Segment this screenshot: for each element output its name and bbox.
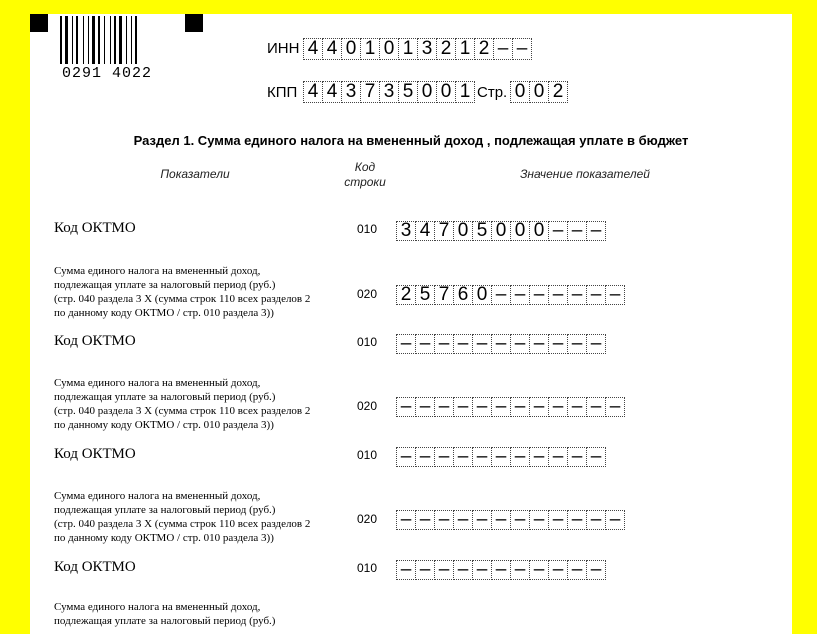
barcode-bars <box>60 16 170 64</box>
tax-amount-label-line: (стр. 040 раздела 3 X (сумма строк 110 всех разделов 2 <box>54 518 311 530</box>
oktmo-field[interactable] <box>396 560 605 580</box>
value-cell[interactable]: – <box>434 397 454 417</box>
value-cell[interactable]: – <box>605 285 625 305</box>
line-code: 010 <box>357 561 378 575</box>
value-cell[interactable]: 0 <box>529 221 549 241</box>
barcode-bar <box>131 16 132 64</box>
value-cell[interactable]: – <box>529 560 549 580</box>
value-cell[interactable]: – <box>453 560 473 580</box>
value-cell[interactable]: – <box>472 447 492 467</box>
barcode <box>60 16 170 82</box>
line-code: 010 <box>357 335 378 349</box>
tax-amount-field[interactable] <box>396 285 624 305</box>
value-cell[interactable]: – <box>567 510 587 530</box>
kpp-cell[interactable]: 3 <box>341 81 361 103</box>
kpp-cell[interactable]: 3 <box>379 81 399 103</box>
value-cell[interactable]: – <box>472 334 492 354</box>
value-cell[interactable]: – <box>510 397 530 417</box>
value-cell[interactable]: – <box>586 560 606 580</box>
value-cell[interactable]: – <box>396 397 416 417</box>
form-page <box>30 14 792 634</box>
inn-cell[interactable]: 1 <box>360 38 380 60</box>
value-cell[interactable]: 6 <box>453 285 473 305</box>
value-cell[interactable]: 0 <box>510 221 530 241</box>
oktmo-field[interactable] <box>396 221 605 241</box>
oktmo-field[interactable] <box>396 447 605 467</box>
value-cell[interactable]: – <box>548 447 568 467</box>
kpp-cell[interactable]: 4 <box>322 81 342 103</box>
section-title: Раздел 1. Сумма единого налога на вмененный доход , подлежащая уплате в бюджет <box>133 133 689 148</box>
barcode-bar <box>110 16 111 64</box>
line-code: 020 <box>357 287 378 301</box>
barcode-bar <box>65 16 68 64</box>
value-cell[interactable]: – <box>396 447 416 467</box>
value-cell[interactable]: – <box>605 397 625 417</box>
value-cell[interactable]: 0 <box>472 285 492 305</box>
value-cell[interactable]: – <box>529 334 549 354</box>
tax-amount-label-line: подлежащая уплате за налоговый период (руб.) <box>54 391 276 403</box>
tax-amount-label-line: по данному коду ОКТМО / стр. 010 раздела 3)) <box>54 419 274 431</box>
barcode-bar <box>76 16 78 64</box>
value-cell[interactable]: – <box>491 447 511 467</box>
page-label: Стр. <box>477 84 508 101</box>
value-cell[interactable]: – <box>529 285 549 305</box>
line-code: 020 <box>357 512 378 526</box>
kpp-cell[interactable]: 5 <box>398 81 418 103</box>
page-number-cell[interactable]: 0 <box>510 81 530 103</box>
inn-cell[interactable]: – <box>493 38 513 60</box>
value-cell[interactable]: – <box>548 334 568 354</box>
kpp-cell[interactable]: 1 <box>455 81 475 103</box>
kpp-cell[interactable]: 4 <box>303 81 323 103</box>
value-cell[interactable]: – <box>510 510 530 530</box>
tax-amount-field[interactable] <box>396 397 624 417</box>
value-cell[interactable]: – <box>548 397 568 417</box>
barcode-bar <box>104 16 105 64</box>
value-cell[interactable]: – <box>491 510 511 530</box>
kpp-label: КПП <box>267 84 298 101</box>
oktmo-label: Код ОКТМО <box>54 333 136 349</box>
value-cell[interactable]: – <box>415 447 435 467</box>
value-cell[interactable]: – <box>510 285 530 305</box>
value-cell[interactable]: – <box>567 447 587 467</box>
line-code-line-1: Код <box>354 160 376 174</box>
value-cell[interactable]: – <box>434 447 454 467</box>
value-cell[interactable]: 7 <box>434 221 454 241</box>
kpp-field[interactable] <box>303 81 474 103</box>
column-header-line-code <box>335 160 395 190</box>
page-number-field[interactable] <box>510 81 567 103</box>
line-code-line-2: строки <box>344 175 386 189</box>
inn-cell[interactable]: 4 <box>303 38 323 60</box>
page-number-cell[interactable]: 0 <box>529 81 549 103</box>
tax-amount-label-line: подлежащая уплате за налоговый период (руб.) <box>54 279 276 291</box>
value-cell[interactable]: – <box>586 221 606 241</box>
inn-label: ИНН <box>267 40 300 57</box>
value-cell[interactable]: – <box>567 397 587 417</box>
kpp-cell[interactable]: 7 <box>360 81 380 103</box>
value-cell[interactable]: – <box>510 560 530 580</box>
tax-amount-label-line: Сумма единого налога на вмененный доход, <box>54 377 261 389</box>
barcode-bar <box>60 16 62 64</box>
tax-amount-label-line: подлежащая уплате за налоговый период (руб.) <box>54 615 276 627</box>
oktmo-field[interactable] <box>396 334 605 354</box>
value-cell[interactable]: – <box>529 510 549 530</box>
tax-amount-label-line: Сумма единого налога на вмененный доход, <box>54 265 261 277</box>
inn-cell[interactable]: 2 <box>436 38 456 60</box>
corner-marker-left <box>30 14 48 32</box>
barcode-bar <box>119 16 122 64</box>
tax-amount-label-line: Сумма единого налога на вмененный доход, <box>54 601 261 613</box>
value-cell[interactable]: – <box>453 334 473 354</box>
value-cell[interactable]: – <box>567 285 587 305</box>
tax-amount-label-line: подлежащая уплате за налоговый период (руб.) <box>54 504 276 516</box>
value-cell[interactable]: 3 <box>396 221 416 241</box>
page-number-cell[interactable]: 2 <box>548 81 568 103</box>
value-cell[interactable]: – <box>396 560 416 580</box>
inn-cell[interactable]: 3 <box>417 38 437 60</box>
value-cell[interactable]: 5 <box>415 285 435 305</box>
oktmo-label: Код ОКТМО <box>54 559 136 575</box>
value-cell[interactable]: – <box>586 397 606 417</box>
line-code: 010 <box>357 448 378 462</box>
value-cell[interactable]: – <box>491 334 511 354</box>
value-cell[interactable]: – <box>586 510 606 530</box>
value-cell[interactable]: – <box>567 221 587 241</box>
tax-amount-label-line: Сумма единого налога на вмененный доход, <box>54 490 261 502</box>
value-cell[interactable]: – <box>453 510 473 530</box>
value-cell[interactable]: – <box>510 447 530 467</box>
inn-cell[interactable]: 4 <box>322 38 342 60</box>
line-code: 010 <box>357 222 378 236</box>
value-cell[interactable]: – <box>529 397 549 417</box>
tax-amount-label <box>54 489 354 545</box>
inn-field[interactable] <box>303 38 531 60</box>
barcode-bar <box>98 16 100 64</box>
value-cell[interactable]: – <box>415 560 435 580</box>
inn-cell[interactable]: 1 <box>398 38 418 60</box>
value-cell[interactable]: – <box>453 397 473 417</box>
value-cell[interactable]: – <box>472 397 492 417</box>
tax-amount-label-line: (стр. 040 раздела 3 X (сумма строк 110 всех разделов 2 <box>54 293 311 305</box>
value-cell[interactable]: – <box>586 334 606 354</box>
barcode-bar <box>88 16 89 64</box>
inn-cell[interactable]: 2 <box>474 38 494 60</box>
barcode-bar <box>72 16 73 64</box>
value-cell[interactable]: – <box>434 510 454 530</box>
value-cell[interactable]: – <box>548 285 568 305</box>
value-cell[interactable]: – <box>567 334 587 354</box>
barcode-bar <box>114 16 116 64</box>
line-code: 020 <box>357 399 378 413</box>
value-cell[interactable]: – <box>415 510 435 530</box>
inn-cell[interactable]: 1 <box>455 38 475 60</box>
barcode-bar <box>135 16 137 64</box>
barcode-bar <box>83 16 84 64</box>
oktmo-label: Код ОКТМО <box>54 446 136 462</box>
value-cell[interactable]: – <box>472 560 492 580</box>
value-cell[interactable]: – <box>434 334 454 354</box>
value-cell[interactable]: – <box>453 447 473 467</box>
value-cell[interactable]: – <box>548 560 568 580</box>
kpp-cell[interactable]: 0 <box>436 81 456 103</box>
kpp-cell[interactable]: 0 <box>417 81 437 103</box>
value-cell[interactable]: – <box>434 560 454 580</box>
inn-cell[interactable]: 0 <box>379 38 399 60</box>
value-cell[interactable]: – <box>415 334 435 354</box>
value-cell[interactable]: – <box>415 397 435 417</box>
value-cell[interactable]: – <box>396 510 416 530</box>
tax-amount-label <box>54 600 354 628</box>
value-cell[interactable]: – <box>586 447 606 467</box>
value-cell[interactable]: 0 <box>453 221 473 241</box>
oktmo-label: Код ОКТМО <box>54 220 136 236</box>
value-cell[interactable]: – <box>586 285 606 305</box>
barcode-bar <box>92 16 95 64</box>
value-cell[interactable]: – <box>548 221 568 241</box>
value-cell[interactable]: – <box>491 285 511 305</box>
column-header-value: Значение показателей <box>520 167 650 181</box>
barcode-number: 0291 4022 <box>62 65 153 82</box>
value-cell[interactable]: 7 <box>434 285 454 305</box>
barcode-bar <box>126 16 127 64</box>
inn-cell[interactable]: 0 <box>341 38 361 60</box>
value-cell[interactable]: 0 <box>491 221 511 241</box>
tax-amount-label-line: по данному коду ОКТМО / стр. 010 раздела 3)) <box>54 532 274 544</box>
tax-amount-field[interactable] <box>396 510 624 530</box>
tax-amount-label-line: (стр. 040 раздела 3 X (сумма строк 110 всех разделов 2 <box>54 405 311 417</box>
value-cell[interactable]: – <box>510 334 530 354</box>
value-cell[interactable]: – <box>529 447 549 467</box>
value-cell[interactable]: – <box>396 334 416 354</box>
value-cell[interactable]: – <box>567 560 587 580</box>
corner-marker-right <box>185 14 203 32</box>
inn-cell[interactable]: – <box>512 38 532 60</box>
tax-amount-label <box>54 376 354 432</box>
tax-amount-label <box>54 264 354 320</box>
value-cell[interactable]: – <box>491 560 511 580</box>
value-cell[interactable]: 5 <box>472 221 492 241</box>
value-cell[interactable]: – <box>605 510 625 530</box>
value-cell[interactable]: 2 <box>396 285 416 305</box>
value-cell[interactable]: – <box>548 510 568 530</box>
value-cell[interactable]: – <box>491 397 511 417</box>
value-cell[interactable]: – <box>472 510 492 530</box>
column-header-indicators: Показатели <box>160 167 230 181</box>
value-cell[interactable]: 4 <box>415 221 435 241</box>
tax-amount-label-line: по данному коду ОКТМО / стр. 010 раздела 3)) <box>54 307 274 319</box>
